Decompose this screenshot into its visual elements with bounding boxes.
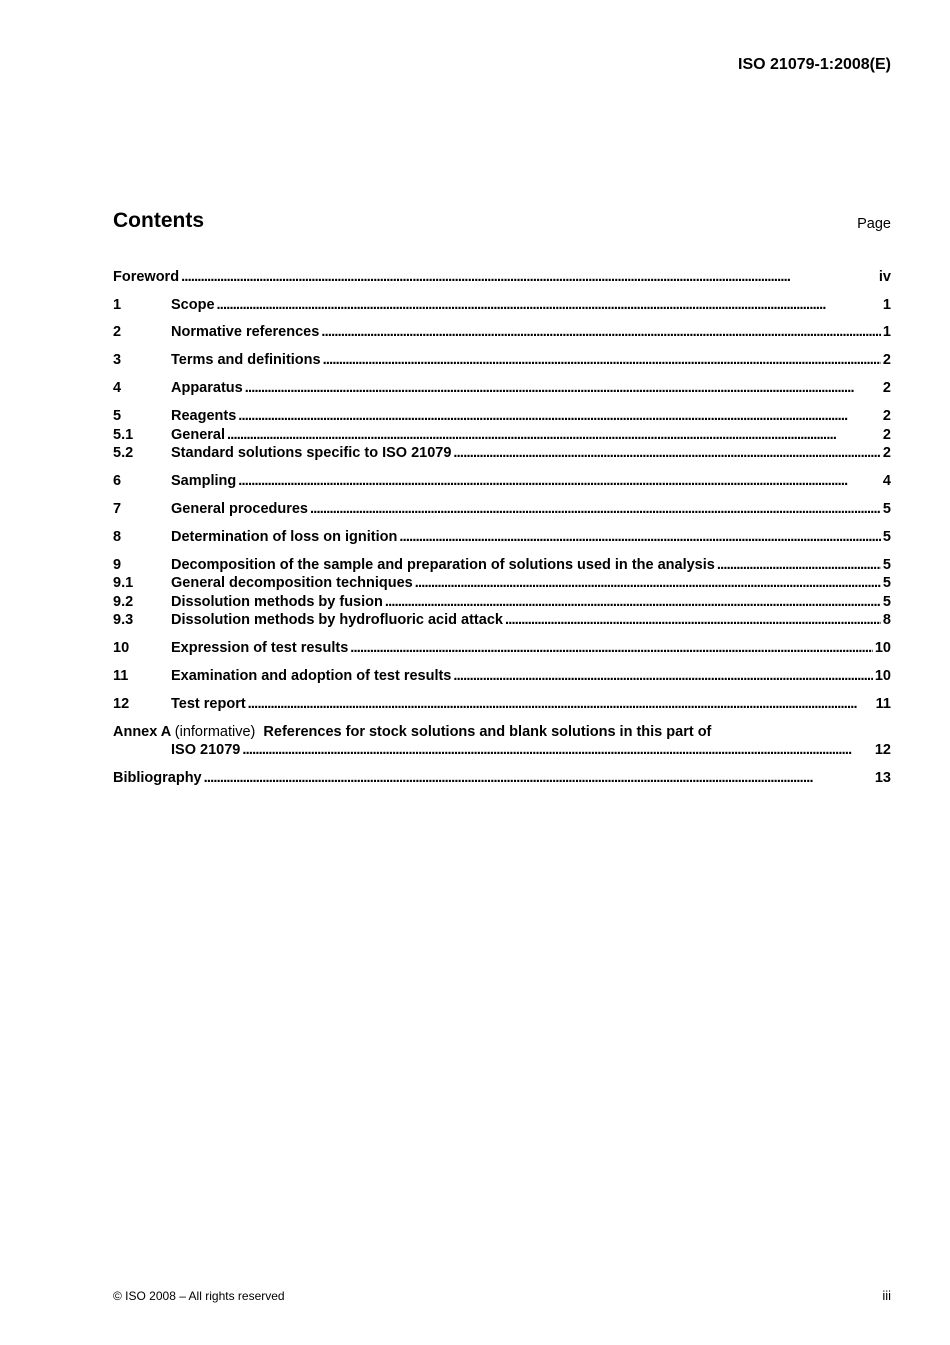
dot-leader <box>245 380 881 396</box>
footer-copyright: © ISO 2008 – All rights reserved <box>113 1289 285 1303</box>
toc-entry-9-1[interactable] <box>113 575 891 594</box>
toc-entry-3[interactable] <box>113 352 891 371</box>
toc-entry-title: General decomposition techniques <box>171 575 413 591</box>
toc-entry-page: 12 <box>874 742 891 758</box>
annex-title-line2: ISO 21079 <box>171 742 241 758</box>
toc-entry-title: Examination and adoption of test results <box>171 668 452 684</box>
toc-entry-page: 10 <box>874 668 891 684</box>
dot-leader <box>321 324 881 340</box>
toc-entry-number: 12 <box>113 696 130 712</box>
dot-leader <box>217 297 881 313</box>
annex-kind: (informative) <box>174 724 256 740</box>
dot-leader <box>238 408 881 424</box>
page-column-label: Page <box>857 216 891 232</box>
toc-entry-number: 4 <box>113 380 122 396</box>
dot-leader <box>310 501 881 517</box>
toc-entry-title: Expression of test results <box>171 640 349 656</box>
toc-entry-annex-a-line2[interactable] <box>113 742 891 761</box>
dot-leader <box>181 269 877 285</box>
toc-entry-page: 5 <box>882 557 891 573</box>
dot-leader <box>399 529 881 545</box>
dot-leader <box>227 427 881 443</box>
toc-entry-page: iv <box>878 269 891 285</box>
toc-entry-9[interactable] <box>113 557 891 576</box>
toc-entry-10[interactable] <box>113 640 891 659</box>
toc-entry-page: 1 <box>882 297 891 313</box>
toc-entry-number: 5.1 <box>113 427 134 443</box>
toc-entry-number: 7 <box>113 501 122 517</box>
dot-leader <box>453 445 881 461</box>
annex-title-line1: References for stock solutions and blank solutions in this part of <box>263 724 712 740</box>
toc-entry-number: 6 <box>113 473 122 489</box>
toc-entry-number: 11 <box>113 668 129 684</box>
toc-entry-title: Terms and definitions <box>171 352 321 368</box>
toc-entry-title: Scope <box>171 297 215 313</box>
toc-entry-page: 11 <box>875 696 891 712</box>
toc-entry-5-1[interactable] <box>113 427 891 446</box>
toc-entry-2[interactable] <box>113 324 891 343</box>
toc-entry-page: 2 <box>882 380 891 396</box>
toc-entry-6[interactable] <box>113 473 891 492</box>
toc-entry-number: 9.3 <box>113 612 134 628</box>
toc-entry-number: 9.2 <box>113 594 134 610</box>
toc-entry-page: 4 <box>882 473 891 489</box>
toc-entry-number: 10 <box>113 640 130 656</box>
toc-entry-title: Dissolution methods by hydrofluoric acid attack <box>171 612 503 628</box>
toc-entry-number: 9.1 <box>113 575 134 591</box>
dot-leader <box>323 352 881 368</box>
toc-entry-title: Test report <box>171 696 246 712</box>
toc-entry-page: 10 <box>874 640 891 656</box>
footer-page-number: iii <box>882 1288 891 1303</box>
document-id: ISO 21079-1:2008(E) <box>738 56 891 73</box>
contents-title: Contents <box>113 209 204 232</box>
toc-entry-title: Foreword <box>113 269 180 285</box>
toc-entry-number: 9 <box>113 557 122 573</box>
dot-leader <box>248 696 874 712</box>
toc-entry-page: 8 <box>882 612 891 628</box>
dot-leader <box>242 742 873 758</box>
toc-entry-title: Apparatus <box>171 380 243 396</box>
toc-entry-page: 2 <box>882 352 891 368</box>
toc-entry-number: 2 <box>113 324 122 340</box>
toc-entry-title: Sampling <box>171 473 237 489</box>
toc-entry-number: 1 <box>113 297 122 313</box>
toc-entry-annex-a-line1[interactable] <box>113 724 891 743</box>
toc-entry-bibliography[interactable] <box>113 770 891 789</box>
annex-heading <box>113 724 711 740</box>
toc-entry-title: General procedures <box>171 501 308 517</box>
toc-entry-page: 1 <box>882 324 891 340</box>
toc-entry-title: Bibliography <box>113 770 202 786</box>
dot-leader <box>415 575 881 591</box>
toc-entry-8[interactable] <box>113 529 891 548</box>
dot-leader <box>385 594 881 610</box>
toc-entry-5-2[interactable] <box>113 445 891 464</box>
toc-entry-12[interactable] <box>113 696 891 715</box>
toc-entry-5[interactable] <box>113 408 891 427</box>
toc-entry-9-3[interactable] <box>113 612 891 631</box>
toc-entry-page: 2 <box>882 445 891 461</box>
toc-entry-4[interactable] <box>113 380 891 399</box>
toc-entry-number: 8 <box>113 529 122 545</box>
toc-entry-1[interactable] <box>113 297 891 316</box>
dot-leader <box>238 473 881 489</box>
toc-entry-number: 5 <box>113 408 122 424</box>
toc-entry-number: 3 <box>113 352 122 368</box>
toc-entry-title: Decomposition of the sample and preparation of solutions used in the analysis <box>171 557 715 573</box>
toc-entry-title: Dissolution methods by fusion <box>171 594 383 610</box>
toc-entry-page: 2 <box>882 427 891 443</box>
toc-entry-number: 5.2 <box>113 445 134 461</box>
toc-entry-page: 5 <box>882 594 891 610</box>
toc-entry-title: Determination of loss on ignition <box>171 529 398 545</box>
toc-entry-page: 5 <box>882 575 891 591</box>
toc-entry-page: 5 <box>882 501 891 517</box>
dot-leader <box>350 640 873 656</box>
toc-entry-9-2[interactable] <box>113 594 891 613</box>
annex-label: Annex A <box>113 724 171 740</box>
toc-entry-title: Reagents <box>171 408 237 424</box>
dot-leader <box>717 557 881 573</box>
dot-leader <box>505 612 881 628</box>
dot-leader <box>453 668 872 684</box>
toc-entry-page: 13 <box>874 770 891 786</box>
dot-leader <box>204 770 873 786</box>
toc-entry-11[interactable] <box>113 668 891 687</box>
toc-entry-title: Standard solutions specific to ISO 21079 <box>171 445 452 461</box>
toc-entry-foreword[interactable] <box>113 269 891 288</box>
toc-entry-page: 5 <box>882 529 891 545</box>
toc-entry-7[interactable] <box>113 501 891 520</box>
toc-entry-title: Normative references <box>171 324 320 340</box>
toc-entry-page: 2 <box>882 408 891 424</box>
toc-entry-title: General <box>171 427 225 443</box>
